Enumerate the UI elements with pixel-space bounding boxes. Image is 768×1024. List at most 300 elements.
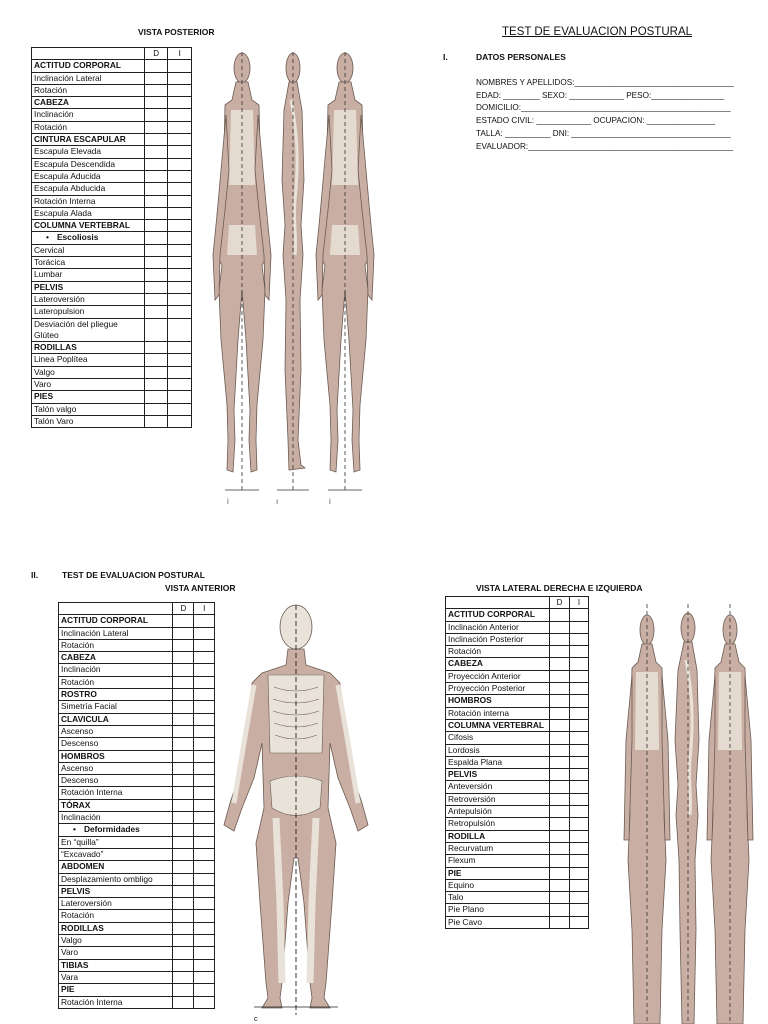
checkbox-d[interactable] (144, 366, 168, 378)
table-row (446, 744, 589, 756)
checkbox-i[interactable] (168, 232, 192, 244)
checkbox-i[interactable] (168, 354, 192, 366)
row-label: Inclinación (32, 109, 145, 121)
checkbox-d[interactable] (550, 756, 570, 768)
checkbox-d[interactable] (173, 627, 194, 639)
checkbox-i[interactable] (194, 861, 215, 873)
checkbox-i[interactable] (194, 910, 215, 922)
posterior-anatomy-figures (205, 40, 390, 510)
checkbox-d[interactable] (550, 916, 570, 928)
row-label: Recurvatum (446, 842, 550, 854)
checkbox-d[interactable] (144, 281, 168, 293)
checkbox-d[interactable] (550, 806, 570, 818)
row-label: RODILLAS (59, 922, 173, 934)
table-section-row (59, 861, 215, 873)
checkbox-d[interactable] (144, 415, 168, 427)
checkbox-i[interactable] (168, 306, 192, 318)
checkbox-d[interactable] (173, 984, 194, 996)
checkbox-d[interactable] (550, 646, 570, 658)
checkbox-i[interactable] (194, 750, 215, 762)
checkbox-d[interactable] (173, 701, 194, 713)
table-row (32, 170, 192, 182)
checkbox-i[interactable] (569, 818, 588, 830)
personal-data-field[interactable]: TALLA: __________ DNI: ___________________________________ (476, 128, 731, 138)
ruler-mark-2: ı (276, 497, 279, 506)
row-label: “Excavado” (59, 848, 173, 860)
checkbox-i[interactable] (569, 793, 588, 805)
row-label: Rotación (59, 639, 173, 651)
row-label: Cifosis (446, 732, 550, 744)
table-row (59, 762, 215, 774)
table-row (32, 293, 192, 305)
row-label: CABEZA (59, 652, 173, 664)
checkbox-d[interactable] (173, 775, 194, 787)
row-label: Linea Poplítea (32, 354, 145, 366)
checkbox-d[interactable] (173, 922, 194, 934)
checkbox-i[interactable] (168, 207, 192, 219)
checkbox-d[interactable] (173, 689, 194, 701)
checkbox-i[interactable] (168, 220, 192, 232)
row-label: Inclinación Lateral (59, 627, 173, 639)
checkbox-i[interactable] (194, 959, 215, 971)
table-section-row (32, 60, 192, 72)
checkbox-i[interactable] (569, 732, 588, 744)
row-label: Lateropulsion (32, 306, 145, 318)
checkbox-i[interactable] (168, 97, 192, 109)
row-label: Rotación (59, 676, 173, 688)
checkbox-i[interactable] (168, 244, 192, 256)
row-label: Ascenso (59, 762, 173, 774)
checkbox-d[interactable] (173, 812, 194, 824)
checkbox-i[interactable] (194, 701, 215, 713)
checkbox-d[interactable] (144, 391, 168, 403)
table-section-row (59, 750, 215, 762)
table-row (446, 892, 589, 904)
checkbox-i[interactable] (194, 873, 215, 885)
checkbox-i[interactable] (194, 984, 215, 996)
column-i-header: I (168, 48, 192, 60)
row-label: Descenso (59, 775, 173, 787)
checkbox-i[interactable] (168, 342, 192, 354)
table-row (32, 146, 192, 158)
checkbox-d[interactable] (173, 947, 194, 959)
table-section-row (446, 658, 589, 670)
personal-data-field[interactable]: DOMICILIO:______________________________________________ (476, 103, 731, 113)
row-label (32, 318, 145, 342)
personal-data-field[interactable]: EVALUADOR:_____________________________________________ (476, 141, 734, 151)
section-ii-label: TEST DE EVALUACION POSTURAL (62, 570, 205, 580)
checkbox-i[interactable] (569, 707, 588, 719)
checkbox-i[interactable] (194, 812, 215, 824)
checkbox-i[interactable] (569, 719, 588, 731)
checkbox-d[interactable] (144, 354, 168, 366)
checkbox-i[interactable] (569, 904, 588, 916)
table-section-row (446, 830, 589, 842)
row-label: Antepulsión (446, 806, 550, 818)
table-section-row (59, 689, 215, 701)
row-label: ACTITUD CORPORAL (32, 60, 145, 72)
checkbox-i[interactable] (168, 60, 192, 72)
row-label-line-2: Glúteo (34, 329, 59, 340)
row-label: PELVIS (59, 885, 173, 897)
lateral-figure-front (707, 604, 753, 1024)
checkbox-d[interactable] (173, 910, 194, 922)
checkbox-d[interactable] (550, 621, 570, 633)
row-label: Valgo (59, 935, 173, 947)
checkbox-d[interactable] (144, 134, 168, 146)
checkbox-i[interactable] (569, 830, 588, 842)
row-label: Escapula Aducida (32, 170, 145, 182)
checkbox-d[interactable] (550, 719, 570, 731)
checkbox-d[interactable] (144, 257, 168, 269)
table-row (446, 904, 589, 916)
checkbox-d[interactable] (550, 879, 570, 891)
checkbox-i[interactable] (168, 391, 192, 403)
checkbox-d[interactable] (144, 318, 168, 342)
checkbox-d[interactable] (550, 904, 570, 916)
personal-data-field[interactable]: ESTADO CIVIL: ____________ OCUPACION: _______________ (476, 116, 716, 126)
checkbox-i[interactable] (168, 379, 192, 391)
checkbox-d[interactable] (173, 861, 194, 873)
checkbox-i[interactable] (168, 281, 192, 293)
checkbox-d[interactable] (144, 379, 168, 391)
checkbox-d[interactable] (173, 836, 194, 848)
checkbox-d[interactable] (550, 818, 570, 830)
checkbox-d[interactable] (550, 670, 570, 682)
table-row (32, 269, 192, 281)
checkbox-i[interactable] (194, 676, 215, 688)
table-section-row (59, 713, 215, 725)
checkbox-d[interactable] (173, 750, 194, 762)
row-label: Vara (59, 971, 173, 983)
checkbox-i[interactable] (569, 769, 588, 781)
checkbox-d[interactable] (173, 639, 194, 651)
checkbox-i[interactable] (194, 922, 215, 934)
table-section-row (59, 922, 215, 934)
anterior-checklist-table (58, 602, 215, 1009)
lateral-checklist-table (445, 596, 589, 929)
ruler-mark-1: i (227, 497, 229, 506)
checkbox-i[interactable] (168, 170, 192, 182)
checkbox-d[interactable] (144, 170, 168, 182)
row-label: Equino (446, 879, 550, 891)
checkbox-d[interactable] (144, 121, 168, 133)
table-section-row (32, 342, 192, 354)
checkbox-d[interactable] (144, 109, 168, 121)
checkbox-d[interactable] (173, 885, 194, 897)
checkbox-i[interactable] (168, 293, 192, 305)
checkbox-i[interactable] (168, 195, 192, 207)
checkbox-i[interactable] (569, 879, 588, 891)
checkbox-i[interactable] (194, 996, 215, 1008)
checkbox-d[interactable] (550, 781, 570, 793)
checkbox-d[interactable] (173, 959, 194, 971)
checkbox-i[interactable] (569, 744, 588, 756)
checkbox-i[interactable] (569, 609, 588, 621)
table-row (32, 257, 192, 269)
checkbox-d[interactable] (173, 799, 194, 811)
checkbox-i[interactable] (168, 366, 192, 378)
checkbox-d[interactable] (550, 744, 570, 756)
row-label: Retropulsión (446, 818, 550, 830)
table-section-row (446, 867, 589, 879)
checkbox-i[interactable] (569, 842, 588, 854)
checkbox-i[interactable] (194, 689, 215, 701)
checkbox-i[interactable] (168, 158, 192, 170)
personal-data-field[interactable]: EDAD: ________ SEXO: ____________ PESO:________________ (476, 90, 725, 100)
checkbox-i[interactable] (168, 134, 192, 146)
checkbox-i[interactable] (194, 775, 215, 787)
checkbox-d[interactable] (550, 842, 570, 854)
row-label: Rotación (59, 910, 173, 922)
checkbox-d[interactable] (173, 996, 194, 1008)
row-label: Descenso (59, 738, 173, 750)
table-row (59, 812, 215, 824)
personal-data-field[interactable]: NOMBRES Y APELLIDOS:___________________________________ (476, 78, 734, 87)
row-label: CABEZA (32, 97, 145, 109)
table-section-row (59, 652, 215, 664)
row-label: CLAVICULA (59, 713, 173, 725)
table-row (59, 775, 215, 787)
checkbox-d[interactable] (144, 207, 168, 219)
checkbox-d[interactable] (144, 195, 168, 207)
row-label: Rotación (446, 646, 550, 658)
row-label: Rotación interna (446, 707, 550, 719)
checkbox-d[interactable] (173, 725, 194, 737)
checkbox-d[interactable] (173, 762, 194, 774)
checkbox-d[interactable] (144, 72, 168, 84)
row-label: Rotación (32, 84, 145, 96)
checkbox-i[interactable] (569, 916, 588, 928)
checkbox-d[interactable] (550, 732, 570, 744)
checkbox-i[interactable] (168, 257, 192, 269)
checkbox-i[interactable] (194, 824, 215, 836)
checkbox-i[interactable] (569, 683, 588, 695)
table-section-row (446, 695, 589, 707)
checkbox-i[interactable] (168, 318, 192, 342)
checkbox-d[interactable] (550, 769, 570, 781)
checkbox-d[interactable] (144, 306, 168, 318)
row-label: PELVIS (32, 281, 145, 293)
table-row (59, 947, 215, 959)
table-row (59, 787, 215, 799)
checkbox-d[interactable] (173, 787, 194, 799)
posterior-checklist-table (31, 47, 192, 428)
row-label: Lateroversión (59, 898, 173, 910)
checkbox-d[interactable] (144, 183, 168, 195)
row-label-line-1: Desviación del pliegue (34, 318, 118, 329)
row-label: ACTITUD CORPORAL (59, 615, 173, 627)
row-label: Pie Plano (446, 904, 550, 916)
row-label: Espalda Plana (446, 756, 550, 768)
checkbox-i[interactable] (569, 646, 588, 658)
checkbox-d[interactable] (144, 244, 168, 256)
table-row (59, 664, 215, 676)
checkbox-d[interactable] (550, 892, 570, 904)
table-row (59, 824, 215, 836)
row-label: COLUMNA VERTEBRAL (32, 220, 145, 232)
table-row (59, 898, 215, 910)
checkbox-i[interactable] (168, 72, 192, 84)
checkbox-i[interactable] (569, 806, 588, 818)
table-row (32, 84, 192, 96)
column-d-header: D (144, 48, 168, 60)
checkbox-i[interactable] (194, 725, 215, 737)
checkbox-i[interactable] (168, 84, 192, 96)
table-row (32, 244, 192, 256)
row-label: PIES (32, 391, 145, 403)
checkbox-d[interactable] (144, 60, 168, 72)
table-section-row (32, 97, 192, 109)
checkbox-i[interactable] (194, 762, 215, 774)
table-row (59, 910, 215, 922)
checkbox-d[interactable] (173, 738, 194, 750)
checkbox-d[interactable] (144, 269, 168, 281)
checkbox-i[interactable] (194, 935, 215, 947)
checkbox-i[interactable] (168, 121, 192, 133)
checkbox-d[interactable] (173, 824, 194, 836)
table-row (446, 818, 589, 830)
table-row (59, 725, 215, 737)
table-row (32, 72, 192, 84)
checkbox-i[interactable] (194, 947, 215, 959)
checkbox-d[interactable] (144, 220, 168, 232)
checkbox-d[interactable] (173, 664, 194, 676)
checkbox-d[interactable] (144, 146, 168, 158)
checkbox-i[interactable] (194, 639, 215, 651)
checkbox-d[interactable] (144, 293, 168, 305)
personal-data-fields (476, 77, 734, 153)
table-section-row (59, 615, 215, 627)
checkbox-d[interactable] (173, 652, 194, 664)
column-i-header: I (194, 603, 215, 615)
table-row (32, 232, 192, 244)
table-row (32, 121, 192, 133)
column-i-header: I (569, 597, 588, 609)
row-label: Rotación (32, 121, 145, 133)
checkbox-d[interactable] (550, 707, 570, 719)
table-row (59, 836, 215, 848)
checkbox-d[interactable] (550, 683, 570, 695)
table-section-row (32, 391, 192, 403)
checkbox-i[interactable] (194, 836, 215, 848)
row-label: Lumbar (32, 269, 145, 281)
checkbox-i[interactable] (194, 898, 215, 910)
checkbox-i[interactable] (194, 885, 215, 897)
checkbox-i[interactable] (168, 109, 192, 121)
row-label: Rotación Interna (59, 787, 173, 799)
checkbox-i[interactable] (569, 781, 588, 793)
row-label: Anteversión (446, 781, 550, 793)
row-label: Escapula Descendida (32, 158, 145, 170)
checkbox-d[interactable] (173, 935, 194, 947)
checkbox-d[interactable] (144, 84, 168, 96)
posterior-figure-front (316, 52, 374, 490)
checkbox-i[interactable] (569, 633, 588, 645)
row-label: TIBIAS (59, 959, 173, 971)
checkbox-d[interactable] (550, 658, 570, 670)
row-label: • Escoliosis (32, 232, 145, 244)
checkbox-i[interactable] (194, 848, 215, 860)
checkbox-d[interactable] (550, 867, 570, 879)
checkbox-d[interactable] (144, 342, 168, 354)
table-section-row (32, 281, 192, 293)
table-row (446, 707, 589, 719)
checkbox-i[interactable] (569, 867, 588, 879)
checkbox-d[interactable] (173, 676, 194, 688)
checkbox-d[interactable] (173, 898, 194, 910)
checkbox-i[interactable] (168, 183, 192, 195)
checkbox-d[interactable] (144, 403, 168, 415)
table-row (446, 879, 589, 891)
table-row (446, 793, 589, 805)
checkbox-d[interactable] (173, 615, 194, 627)
table-row (446, 633, 589, 645)
checkbox-i[interactable] (168, 415, 192, 427)
checkbox-d[interactable] (173, 848, 194, 860)
checkbox-d[interactable] (173, 873, 194, 885)
checkbox-i[interactable] (168, 403, 192, 415)
checkbox-i[interactable] (194, 664, 215, 676)
row-label: Proyección Anterior (446, 670, 550, 682)
checkbox-i[interactable] (194, 787, 215, 799)
checkbox-i[interactable] (569, 621, 588, 633)
checkbox-i[interactable] (168, 269, 192, 281)
checkbox-d[interactable] (550, 830, 570, 842)
checkbox-i[interactable] (194, 615, 215, 627)
checkbox-d[interactable] (173, 971, 194, 983)
checkbox-d[interactable] (550, 609, 570, 621)
checkbox-d[interactable] (173, 713, 194, 725)
checkbox-i[interactable] (569, 892, 588, 904)
table-row (32, 379, 192, 391)
table-row (32, 207, 192, 219)
row-label: Inclinación Posterior (446, 633, 550, 645)
checkbox-i[interactable] (569, 756, 588, 768)
row-label: Lordosis (446, 744, 550, 756)
checkbox-i[interactable] (194, 652, 215, 664)
checkbox-i[interactable] (569, 855, 588, 867)
checkbox-d[interactable] (550, 855, 570, 867)
checkbox-i[interactable] (194, 627, 215, 639)
checkbox-d[interactable] (550, 633, 570, 645)
checkbox-i[interactable] (569, 658, 588, 670)
row-label: Inclinación (59, 812, 173, 824)
checkbox-d[interactable] (550, 695, 570, 707)
checkbox-i[interactable] (569, 695, 588, 707)
table-row (32, 109, 192, 121)
lateral-view-title: VISTA LATERAL DERECHA E IZQUIERDA (476, 583, 643, 593)
table-row (446, 806, 589, 818)
checkbox-d[interactable] (144, 158, 168, 170)
checkbox-i[interactable] (168, 146, 192, 158)
checkbox-i[interactable] (194, 799, 215, 811)
checkbox-d[interactable] (550, 793, 570, 805)
section-i-label: DATOS PERSONALES (476, 52, 566, 62)
anterior-view-title: VISTA ANTERIOR (165, 583, 236, 593)
checkbox-i[interactable] (194, 738, 215, 750)
row-label: Desplazamiento ombligo (59, 873, 173, 885)
checkbox-i[interactable] (569, 670, 588, 682)
table-row (446, 670, 589, 682)
checkbox-i[interactable] (194, 713, 215, 725)
table-row (446, 855, 589, 867)
checkbox-d[interactable] (144, 232, 168, 244)
checkbox-i[interactable] (194, 971, 215, 983)
row-label: PIE (59, 984, 173, 996)
row-label: Pie Cavo (446, 916, 550, 928)
checkbox-d[interactable] (144, 97, 168, 109)
